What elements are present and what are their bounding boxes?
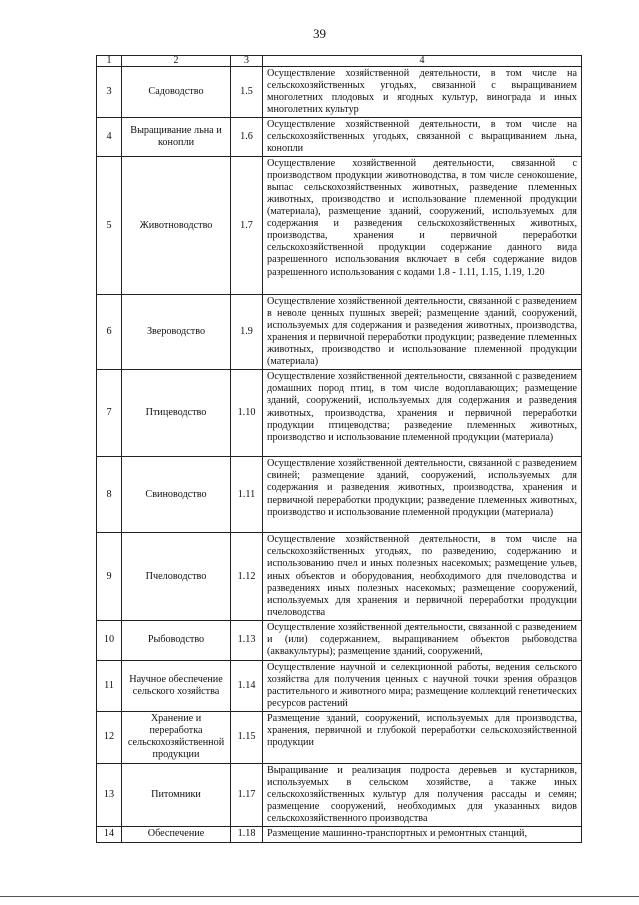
- row-name-cell: Пчеловодство: [122, 533, 231, 621]
- header-cell-num: 1: [97, 56, 122, 67]
- row-number-cell: 14: [97, 826, 122, 842]
- row-description-cell: Осуществление хозяйственной деятельности, в том числе на сельскохозяйственных угодьях, связанной с выращиванием льна, конопли: [263, 118, 582, 157]
- row-name-cell: Хранение и переработка сельскохозяйственной продукции: [122, 711, 231, 763]
- row-description-cell: Осуществление хозяйственной деятельности, связанной с производством продукции животноводства, в том числе сенокошение, выпас сельскохозяйственных животных, разведение племенных животных, производство и использование племенной продукции (материала), размещение зданий, сооружений, используемых для содержания и разведения сельскохозяйственных животных, производства, хранения и первичной переработки сельскохозяйственной продукции содержание данного вида разрешенного использования включает в себя содержание видов разрешенного использования с кодами 1.8 - 1.11, 1.15, 1.19, 1.20: [263, 157, 582, 295]
- row-code-cell: 1.10: [231, 370, 263, 457]
- row-name-cell: Животноводство: [122, 157, 231, 295]
- row-description-cell: Осуществление хозяйственной деятельности, в том числе на сельскохозяйственных угодьях, по разведению, содержанию и использованию пчел и иных полезных насекомых; размещение ульев, иных объектов и оборудования, необходимого для пчеловодства и разведениях иных полезных насекомых; размещение сооружений, используемых для хранения и первичной переработки продукции пчеловодства: [263, 533, 582, 621]
- row-description-cell: Осуществление хозяйственной деятельности, в том числе на сельскохозяйственных угодьях, связанной с выращиванием многолетних плодовых и ягодных культур, винограда и иных многолетних культур: [263, 67, 582, 118]
- row-description-cell: Осуществление хозяйственной деятельности, связанной с разведением в неволе ценных пушных зверей; размещение зданий, сооружений, используемых для содержания и разведения животных, производства, хранения и первичной переработки продукции; разведение племенных животных, производство и использование племенной продукции (материала): [263, 295, 582, 370]
- page-bottom-rule: [0, 896, 639, 897]
- header-cell-name: 2: [122, 56, 231, 67]
- row-number-cell: 9: [97, 533, 122, 621]
- table-row: [97, 711, 582, 763]
- row-code-cell: 1.14: [231, 660, 263, 711]
- row-number-cell: 3: [97, 67, 122, 118]
- table-row: [97, 533, 582, 621]
- table-header-row: [97, 56, 582, 67]
- row-number-cell: 12: [97, 711, 122, 763]
- row-name-cell: Садоводство: [122, 67, 231, 118]
- row-description-cell: Осуществление хозяйственной деятельности, связанной с разведением свиней; размещение зданий, сооружений, используемых для содержания и разведения животных, производства, хранения и первичной переработки продукции; разведение племенных животных, производство и использование племенной продукции (материала): [263, 457, 582, 533]
- page-number: 39: [313, 26, 326, 41]
- row-number-cell: 7: [97, 370, 122, 457]
- row-name-cell: Выращивание льна и конопли: [122, 118, 231, 157]
- row-code-cell: 1.6: [231, 118, 263, 157]
- row-code-cell: 1.7: [231, 157, 263, 295]
- table-row: [97, 457, 582, 533]
- row-description-cell: Выращивание и реализация подроста деревьев и кустарников, используемых в сельском хозяйстве, а также иных сельскохозяйственных культур для получения рассады и семян; размещение сооружений, необходимых для указанных видов сельскохозяйственного производства: [263, 763, 582, 826]
- row-name-cell: Птицеводство: [122, 370, 231, 457]
- row-code-cell: 1.15: [231, 711, 263, 763]
- row-name-cell: Питомники: [122, 763, 231, 826]
- row-number-cell: 8: [97, 457, 122, 533]
- row-code-cell: 1.17: [231, 763, 263, 826]
- row-number-cell: 13: [97, 763, 122, 826]
- row-code-cell: 1.9: [231, 295, 263, 370]
- row-name-cell: Рыбоводство: [122, 621, 231, 660]
- table-row: [97, 826, 582, 842]
- row-code-cell: 1.12: [231, 533, 263, 621]
- table-row: [97, 660, 582, 711]
- row-description-cell: Размещение машинно-транспортных и ремонтных станций,: [263, 826, 582, 842]
- row-number-cell: 4: [97, 118, 122, 157]
- row-description-cell: Осуществление хозяйственной деятельности, связанной с разведением домашних пород птиц, в том числе водоплавающих; размещение зданий, сооружений, используемых для содержания и разведения животных, производства, хранения и первичной переработки продукции птицеводства; разведение племенных животных, производство и использование племенной продукции (материала): [263, 370, 582, 457]
- row-name-cell: Обеспечение: [122, 826, 231, 842]
- table-row: [97, 295, 582, 370]
- table-row: [97, 621, 582, 660]
- table-row: [97, 67, 582, 118]
- row-number-cell: 11: [97, 660, 122, 711]
- row-number-cell: 5: [97, 157, 122, 295]
- row-name-cell: Научное обеспечение сельского хозяйства: [122, 660, 231, 711]
- header-cell-code: 3: [231, 56, 263, 67]
- header-cell-desc: 4: [263, 56, 582, 67]
- row-name-cell: Звероводство: [122, 295, 231, 370]
- table-row: [97, 370, 582, 457]
- table-row: [97, 118, 582, 157]
- row-number-cell: 6: [97, 295, 122, 370]
- row-name-cell: Свиноводство: [122, 457, 231, 533]
- row-description-cell: Осуществление научной и селекционной работы, ведения сельского хозяйства для получения ценных с научной точки зрения образцов растительного и животного мира; размещение коллекций генетических ресурсов растений: [263, 660, 582, 711]
- land-use-table: [96, 55, 582, 843]
- row-code-cell: 1.11: [231, 457, 263, 533]
- row-code-cell: 1.13: [231, 621, 263, 660]
- row-description-cell: Размещение зданий, сооружений, используемых для производства, хранения, первичной и глубокой переработки сельскохозяйственной продукции: [263, 711, 582, 763]
- table-row: [97, 763, 582, 826]
- row-number-cell: 10: [97, 621, 122, 660]
- row-description-cell: Осуществление хозяйственной деятельности, связанной с разведением и (или) содержанием, выращиванием объектов рыбоводства (аквакультуры); размещение зданий, сооружений,: [263, 621, 582, 660]
- row-code-cell: 1.5: [231, 67, 263, 118]
- table-row: [97, 157, 582, 295]
- row-code-cell: 1.18: [231, 826, 263, 842]
